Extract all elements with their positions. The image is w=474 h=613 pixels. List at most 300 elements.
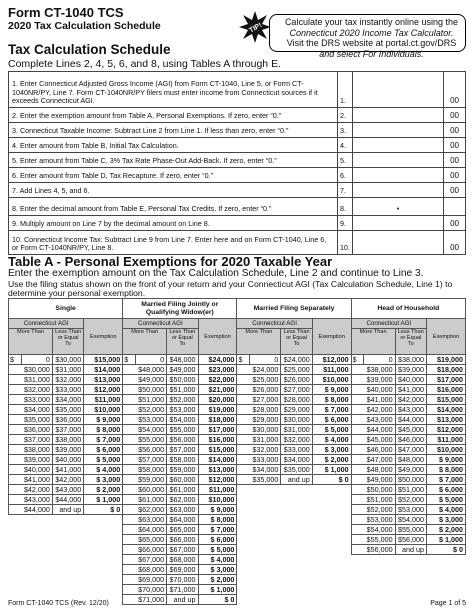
more-than-cell: $29,000: [237, 415, 281, 425]
line-cents-field[interactable]: 00: [444, 183, 466, 198]
empty-cell: [249, 565, 280, 575]
empty-cell: [9, 555, 22, 565]
less-than-cell: $43,000: [395, 405, 426, 415]
less-than-cell: $48,000: [167, 355, 198, 365]
exemption-header: Exemption: [426, 319, 465, 355]
empty-cell: [249, 485, 280, 495]
more-than-cell: 0: [249, 355, 280, 365]
less-than-cell: $71,000: [167, 585, 198, 595]
less-than-cell: $56,000: [395, 535, 426, 545]
promo-line: Connecticut 2020 Income Tax Calculator.: [289, 27, 454, 38]
line-number: 3.: [337, 123, 352, 138]
exemption-cell: $12,000: [312, 355, 351, 365]
more-than-cell: $39,000: [9, 455, 53, 465]
less-than-cell: $29,000: [281, 405, 312, 415]
less-than-cell: $50,000: [167, 375, 198, 385]
line-number: 9.: [337, 216, 352, 231]
less-than-cell: $32,000: [52, 375, 83, 385]
table-row: [9, 435, 466, 445]
schedule-line-row: [9, 231, 466, 255]
empty-cell: [312, 525, 351, 535]
exemption-cell: $ 8,000: [84, 425, 123, 435]
empty-cell: [237, 595, 250, 605]
less-than-cell: $50,000: [395, 475, 426, 485]
line-amount-field[interactable]: [352, 168, 443, 183]
empty-cell: [21, 525, 52, 535]
more-than-header: More Than: [351, 329, 395, 355]
exemption-cell: $10,000: [426, 445, 465, 455]
empty-cell: [312, 505, 351, 515]
empty-cell: [364, 575, 395, 585]
more-than-cell: $33,000: [9, 395, 53, 405]
exemption-cell: $23,000: [198, 365, 237, 375]
exemption-cell: $12,000: [84, 385, 123, 395]
empty-cell: [9, 575, 22, 585]
more-than-header: More Than: [9, 329, 53, 355]
line-number: 8.: [337, 198, 352, 216]
exemption-header: Exemption: [312, 319, 351, 355]
empty-cell: [281, 485, 312, 495]
empty-cell: [84, 575, 123, 585]
more-than-cell: $56,000: [351, 545, 395, 555]
schedule-line-row: [9, 216, 466, 231]
more-than-cell: $65,000: [123, 535, 167, 545]
empty-cell: [9, 585, 22, 595]
less-than-cell: $38,000: [395, 355, 426, 365]
line-amount-field[interactable]: [352, 216, 443, 231]
more-than-cell: $51,000: [123, 395, 167, 405]
empty-cell: [312, 555, 351, 565]
less-than-cell: $25,000: [281, 365, 312, 375]
exemption-cell: $10,000: [312, 375, 351, 385]
empty-cell: [395, 575, 426, 585]
line-number: 10.: [337, 231, 352, 255]
line-description: 5. Enter amount from Table C, 3% Tax Rate Phase-Out Add-Back. If zero, enter “0.”: [9, 153, 338, 168]
more-than-cell: $51,000: [351, 495, 395, 505]
exemption-cell: $15,000: [426, 395, 465, 405]
table-row: [9, 555, 466, 565]
empty-cell: [84, 565, 123, 575]
empty-cell: [351, 555, 364, 565]
empty-cell: [249, 495, 280, 505]
more-than-cell: $59,000: [123, 475, 167, 485]
exemption-header: Exemption: [84, 319, 123, 355]
line-amount-field[interactable]: [352, 231, 443, 255]
tip-badge-label: TIP!: [248, 21, 264, 35]
less-than-cell: $40,000: [52, 455, 83, 465]
more-than-cell: $64,000: [123, 525, 167, 535]
less-than-cell: $67,000: [167, 545, 198, 555]
more-than-cell: 0: [135, 355, 166, 365]
empty-cell: [249, 545, 280, 555]
table-row: [9, 355, 466, 365]
less-than-cell: and up: [281, 475, 312, 485]
empty-cell: [52, 575, 83, 585]
more-than-cell: $69,000: [123, 575, 167, 585]
exemption-cell: $ 7,000: [84, 435, 123, 445]
more-than-cell: $55,000: [123, 435, 167, 445]
less-than-cell: $59,000: [167, 465, 198, 475]
exemption-cell: $ 1,000: [312, 465, 351, 475]
more-than-cell: $45,000: [351, 435, 395, 445]
filing-status-header: Married Filing Separately: [237, 299, 351, 319]
table-row: [9, 545, 466, 555]
empty-cell: [351, 585, 364, 595]
empty-cell: [364, 585, 395, 595]
line-amount-field[interactable]: [352, 108, 443, 123]
empty-cell: [249, 555, 280, 565]
more-than-cell: $54,000: [351, 525, 395, 535]
exemption-cell: $ 2,000: [84, 485, 123, 495]
less-than-cell: and up: [395, 545, 426, 555]
line-cents-field[interactable]: 00: [444, 72, 466, 108]
exemption-cell: $ 6,000: [84, 445, 123, 455]
empty-cell: [312, 585, 351, 595]
table-row: [9, 575, 466, 585]
less-than-cell: $24,000: [281, 355, 312, 365]
less-than-cell: $46,000: [395, 435, 426, 445]
less-than-cell: $30,000: [52, 355, 83, 365]
empty-cell: [21, 565, 52, 575]
less-than-cell: $48,000: [395, 455, 426, 465]
line-amount-field[interactable]: [352, 123, 443, 138]
empty-cell: [395, 565, 426, 575]
empty-cell: [395, 585, 426, 595]
empty-cell: [281, 555, 312, 565]
less-than-cell: $64,000: [167, 515, 198, 525]
less-than-cell: $35,000: [281, 465, 312, 475]
line-description: 2. Enter the exemption amount from Table A, Personal Exemptions. If zero, enter “0.”: [9, 108, 338, 123]
schedule-line-row: [9, 153, 466, 168]
less-than-cell: and up: [167, 595, 198, 605]
less-than-cell: $51,000: [395, 485, 426, 495]
empty-cell: [312, 515, 351, 525]
exemption-cell: $ 1,000: [426, 535, 465, 545]
less-than-header: Less Than or Equal To: [167, 329, 198, 355]
empty-cell: [237, 495, 250, 505]
schedule-subtitle: Complete Lines 2, 4, 5, 6, and 8, using Tables A through E.: [8, 58, 281, 70]
less-than-cell: $65,000: [167, 525, 198, 535]
table-row: [9, 565, 466, 575]
less-than-cell: $54,000: [395, 515, 426, 525]
empty-cell: [9, 515, 22, 525]
more-than-cell: $33,000: [237, 455, 281, 465]
line-cents-field[interactable]: 00: [444, 216, 466, 231]
more-than-cell: $49,000: [123, 375, 167, 385]
exemption-cell: $ 3,000: [84, 475, 123, 485]
agi-header: Connecticut AGI: [237, 319, 312, 329]
more-than-cell: $37,000: [9, 435, 53, 445]
line-amount-field[interactable]: [352, 183, 443, 198]
exemption-cell: $ 2,000: [426, 525, 465, 535]
more-than-cell: $53,000: [123, 415, 167, 425]
table-row: [9, 415, 466, 425]
exemption-cell: $16,000: [198, 435, 237, 445]
more-than-cell: $32,000: [9, 385, 53, 395]
more-than-cell: $67,000: [123, 555, 167, 565]
empty-cell: [84, 525, 123, 535]
exemption-cell: $22,000: [198, 375, 237, 385]
line-description: 7. Add Lines 4, 5, and 6.: [9, 183, 338, 198]
less-than-cell: $39,000: [395, 365, 426, 375]
less-than-cell: $41,000: [395, 385, 426, 395]
empty-cell: [237, 525, 250, 535]
empty-cell: [84, 535, 123, 545]
exemption-cell: $ 4,000: [84, 465, 123, 475]
schedule-line-row: [9, 198, 466, 216]
more-than-cell: 0: [364, 355, 395, 365]
more-than-cell: $36,000: [9, 425, 53, 435]
table-row: [9, 585, 466, 595]
line-amount-field[interactable]: •: [352, 198, 443, 216]
line-number: 2.: [337, 108, 352, 123]
more-than-cell: $52,000: [351, 505, 395, 515]
exemption-cell: $ 6,000: [198, 535, 237, 545]
exemption-cell: $15,000: [198, 445, 237, 455]
empty-cell: [52, 565, 83, 575]
empty-cell: [21, 585, 52, 595]
table-row: [9, 395, 466, 405]
empty-cell: [21, 575, 52, 585]
exemption-cell: $17,000: [198, 425, 237, 435]
less-than-cell: $43,000: [52, 485, 83, 495]
empty-cell: [249, 525, 280, 535]
table-row: [9, 535, 466, 545]
empty-cell: [395, 555, 426, 565]
less-than-header: Less Than or Equal To: [281, 329, 312, 355]
line-cents-field[interactable]: 00: [444, 153, 466, 168]
more-than-cell: $30,000: [9, 365, 53, 375]
more-than-cell: $26,000: [237, 385, 281, 395]
line-cents-field[interactable]: 00: [444, 123, 466, 138]
empty-cell: [281, 525, 312, 535]
dollar-sign: $: [351, 355, 364, 365]
empty-cell: [84, 585, 123, 595]
empty-cell: [9, 565, 22, 575]
line-number: 6.: [337, 168, 352, 183]
exemption-cell: $ 8,000: [198, 515, 237, 525]
table-row: [9, 455, 466, 465]
empty-cell: [364, 555, 395, 565]
filing-status-header: Married Filing Jointly or Qualifying Widow(er): [123, 299, 237, 319]
empty-cell: [426, 585, 465, 595]
line-description: 10. Connecticut Income Tax: Subtract Line 9 from Line 7. Enter here and on Form CT-1040, Line 6, or Form CT-1040NR/PY, Line 8.: [9, 231, 338, 255]
dollar-sign: $: [237, 355, 250, 365]
exemption-cell: $20,000: [198, 395, 237, 405]
exemption-cell: $24,000: [198, 355, 237, 365]
exemption-cell: $ 2,000: [312, 455, 351, 465]
empty-cell: [312, 565, 351, 575]
less-than-cell: $57,000: [167, 445, 198, 455]
table-row: [9, 485, 466, 495]
more-than-cell: $42,000: [351, 405, 395, 415]
less-than-cell: $34,000: [52, 395, 83, 405]
exemption-cell: $15,000: [84, 355, 123, 365]
less-than-cell: $35,000: [52, 405, 83, 415]
promo-line: Visit the DRS website at portal.ct.gov/DRS: [286, 38, 457, 48]
more-than-cell: $44,000: [9, 505, 53, 515]
line-amount-field[interactable]: [352, 72, 443, 108]
form-header: [8, 6, 161, 32]
less-than-cell: $53,000: [167, 405, 198, 415]
less-than-cell: $52,000: [395, 495, 426, 505]
empty-cell: [52, 525, 83, 535]
more-than-cell: $34,000: [9, 405, 53, 415]
exemption-cell: $ 4,000: [426, 505, 465, 515]
exemption-cell: $ 6,000: [426, 485, 465, 495]
empty-cell: [237, 555, 250, 565]
less-than-cell: $37,000: [52, 425, 83, 435]
more-than-cell: $46,000: [351, 445, 395, 455]
empty-cell: [249, 585, 280, 595]
exemption-cell: $12,000: [426, 425, 465, 435]
less-than-cell: $53,000: [395, 505, 426, 515]
less-than-cell: $49,000: [167, 365, 198, 375]
empty-cell: [249, 595, 280, 605]
exemption-cell: $11,000: [312, 365, 351, 375]
more-than-cell: $40,000: [351, 385, 395, 395]
more-than-cell: $31,000: [9, 375, 53, 385]
empty-cell: [281, 495, 312, 505]
empty-cell: [426, 575, 465, 585]
exemption-cell: $14,000: [84, 365, 123, 375]
more-than-header: More Than: [237, 329, 281, 355]
table-row: [9, 375, 466, 385]
less-than-cell: $44,000: [395, 415, 426, 425]
line-amount-field[interactable]: [352, 138, 443, 153]
footer-form-id: Form CT-1040 TCS (Rev. 12/20): [8, 600, 109, 607]
empty-cell: [312, 495, 351, 505]
footer-page-number: Page 1 of 5: [430, 600, 466, 607]
exemption-cell: $ 8,000: [312, 395, 351, 405]
table-a-title: Table A - Personal Exemptions for 2020 Taxable Year: [8, 254, 333, 269]
more-than-cell: $53,000: [351, 515, 395, 525]
more-than-cell: $62,000: [123, 505, 167, 515]
exemption-cell: $13,000: [84, 375, 123, 385]
less-than-cell: and up: [52, 505, 83, 515]
exemption-cell: $11,000: [198, 485, 237, 495]
exemption-cell: $17,000: [426, 375, 465, 385]
schedule-title: Tax Calculation Schedule: [8, 42, 171, 57]
empty-cell: [281, 575, 312, 585]
exemption-cell: $ 1,000: [198, 585, 237, 595]
empty-cell: [312, 575, 351, 585]
empty-cell: [237, 565, 250, 575]
table-row: [9, 505, 466, 515]
agi-header: Connecticut AGI: [351, 319, 426, 329]
empty-cell: [9, 525, 22, 535]
more-than-cell: $35,000: [237, 475, 281, 485]
empty-cell: [281, 585, 312, 595]
line-cents-field[interactable]: [444, 198, 466, 216]
line-number: 5.: [337, 153, 352, 168]
exemption-cell: $19,000: [198, 405, 237, 415]
empty-cell: [281, 515, 312, 525]
promo-line: and select For Individuals.: [319, 48, 424, 59]
more-than-cell: $63,000: [123, 515, 167, 525]
tip-badge-icon: [238, 10, 272, 44]
table-row: [9, 465, 466, 475]
more-than-cell: $38,000: [351, 365, 395, 375]
table-row: [9, 525, 466, 535]
exemption-cell: $ 4,000: [198, 555, 237, 565]
line-cents-field[interactable]: 00: [444, 108, 466, 123]
empty-cell: [84, 555, 123, 565]
more-than-cell: $44,000: [351, 425, 395, 435]
exemption-cell: $ 7,000: [312, 405, 351, 415]
more-than-cell: $71,000: [123, 595, 167, 605]
empty-cell: [237, 515, 250, 525]
more-than-cell: $31,000: [237, 435, 281, 445]
exemption-cell: $13,000: [198, 465, 237, 475]
exemption-cell: $ 7,000: [426, 475, 465, 485]
line-number: 4.: [337, 138, 352, 153]
less-than-cell: $49,000: [395, 465, 426, 475]
dollar-sign: $: [123, 355, 136, 365]
empty-cell: [52, 535, 83, 545]
exemption-cell: $10,000: [84, 405, 123, 415]
line-cents-field[interactable]: 00: [444, 231, 466, 255]
less-than-cell: $62,000: [167, 495, 198, 505]
promo-line: Calculate your tax instantly online using the: [284, 17, 459, 27]
table-row: [9, 475, 466, 485]
empty-cell: [351, 595, 364, 605]
exemption-cell: $ 9,000: [426, 455, 465, 465]
empty-cell: [249, 575, 280, 585]
empty-cell: [312, 535, 351, 545]
exemption-cell: $ 7,000: [198, 525, 237, 535]
less-than-cell: $28,000: [281, 395, 312, 405]
empty-cell: [21, 545, 52, 555]
more-than-cell: $41,000: [9, 475, 53, 485]
less-than-cell: $55,000: [167, 425, 198, 435]
exemption-cell: $11,000: [426, 435, 465, 445]
table-row: [9, 445, 466, 455]
empty-cell: [52, 555, 83, 565]
less-than-cell: $42,000: [395, 395, 426, 405]
empty-cell: [312, 595, 351, 605]
table-row: [9, 385, 466, 395]
more-than-cell: $25,000: [237, 375, 281, 385]
less-than-header: Less Than or Equal To: [395, 329, 426, 355]
exemption-cell: $12,000: [198, 475, 237, 485]
more-than-cell: $50,000: [351, 485, 395, 495]
line-cents-field[interactable]: 00: [444, 168, 466, 183]
line-number: 1.: [337, 72, 352, 108]
empty-cell: [21, 535, 52, 545]
schedule-line-row: [9, 168, 466, 183]
exemption-cell: $19,000: [426, 355, 465, 365]
agi-header: Connecticut AGI: [123, 319, 198, 329]
less-than-cell: $26,000: [281, 375, 312, 385]
less-than-cell: $33,000: [281, 445, 312, 455]
empty-cell: [426, 555, 465, 565]
table-row: [9, 365, 466, 375]
empty-cell: [21, 515, 52, 525]
exemption-cell: $11,000: [84, 395, 123, 405]
line-description: 6. Enter amount from Table D, Tax Recapture. If zero, enter “0.”: [9, 168, 338, 183]
exemption-cell: $ 0: [312, 475, 351, 485]
empty-cell: [84, 515, 123, 525]
exemption-cell: $ 5,000: [312, 425, 351, 435]
line-amount-field[interactable]: [352, 153, 443, 168]
line-cents-field[interactable]: 00: [444, 138, 466, 153]
less-than-header: Less Than or Equal To: [52, 329, 83, 355]
empty-cell: [237, 535, 250, 545]
more-than-cell: $68,000: [123, 565, 167, 575]
empty-cell: [364, 565, 395, 575]
more-than-cell: $52,000: [123, 405, 167, 415]
